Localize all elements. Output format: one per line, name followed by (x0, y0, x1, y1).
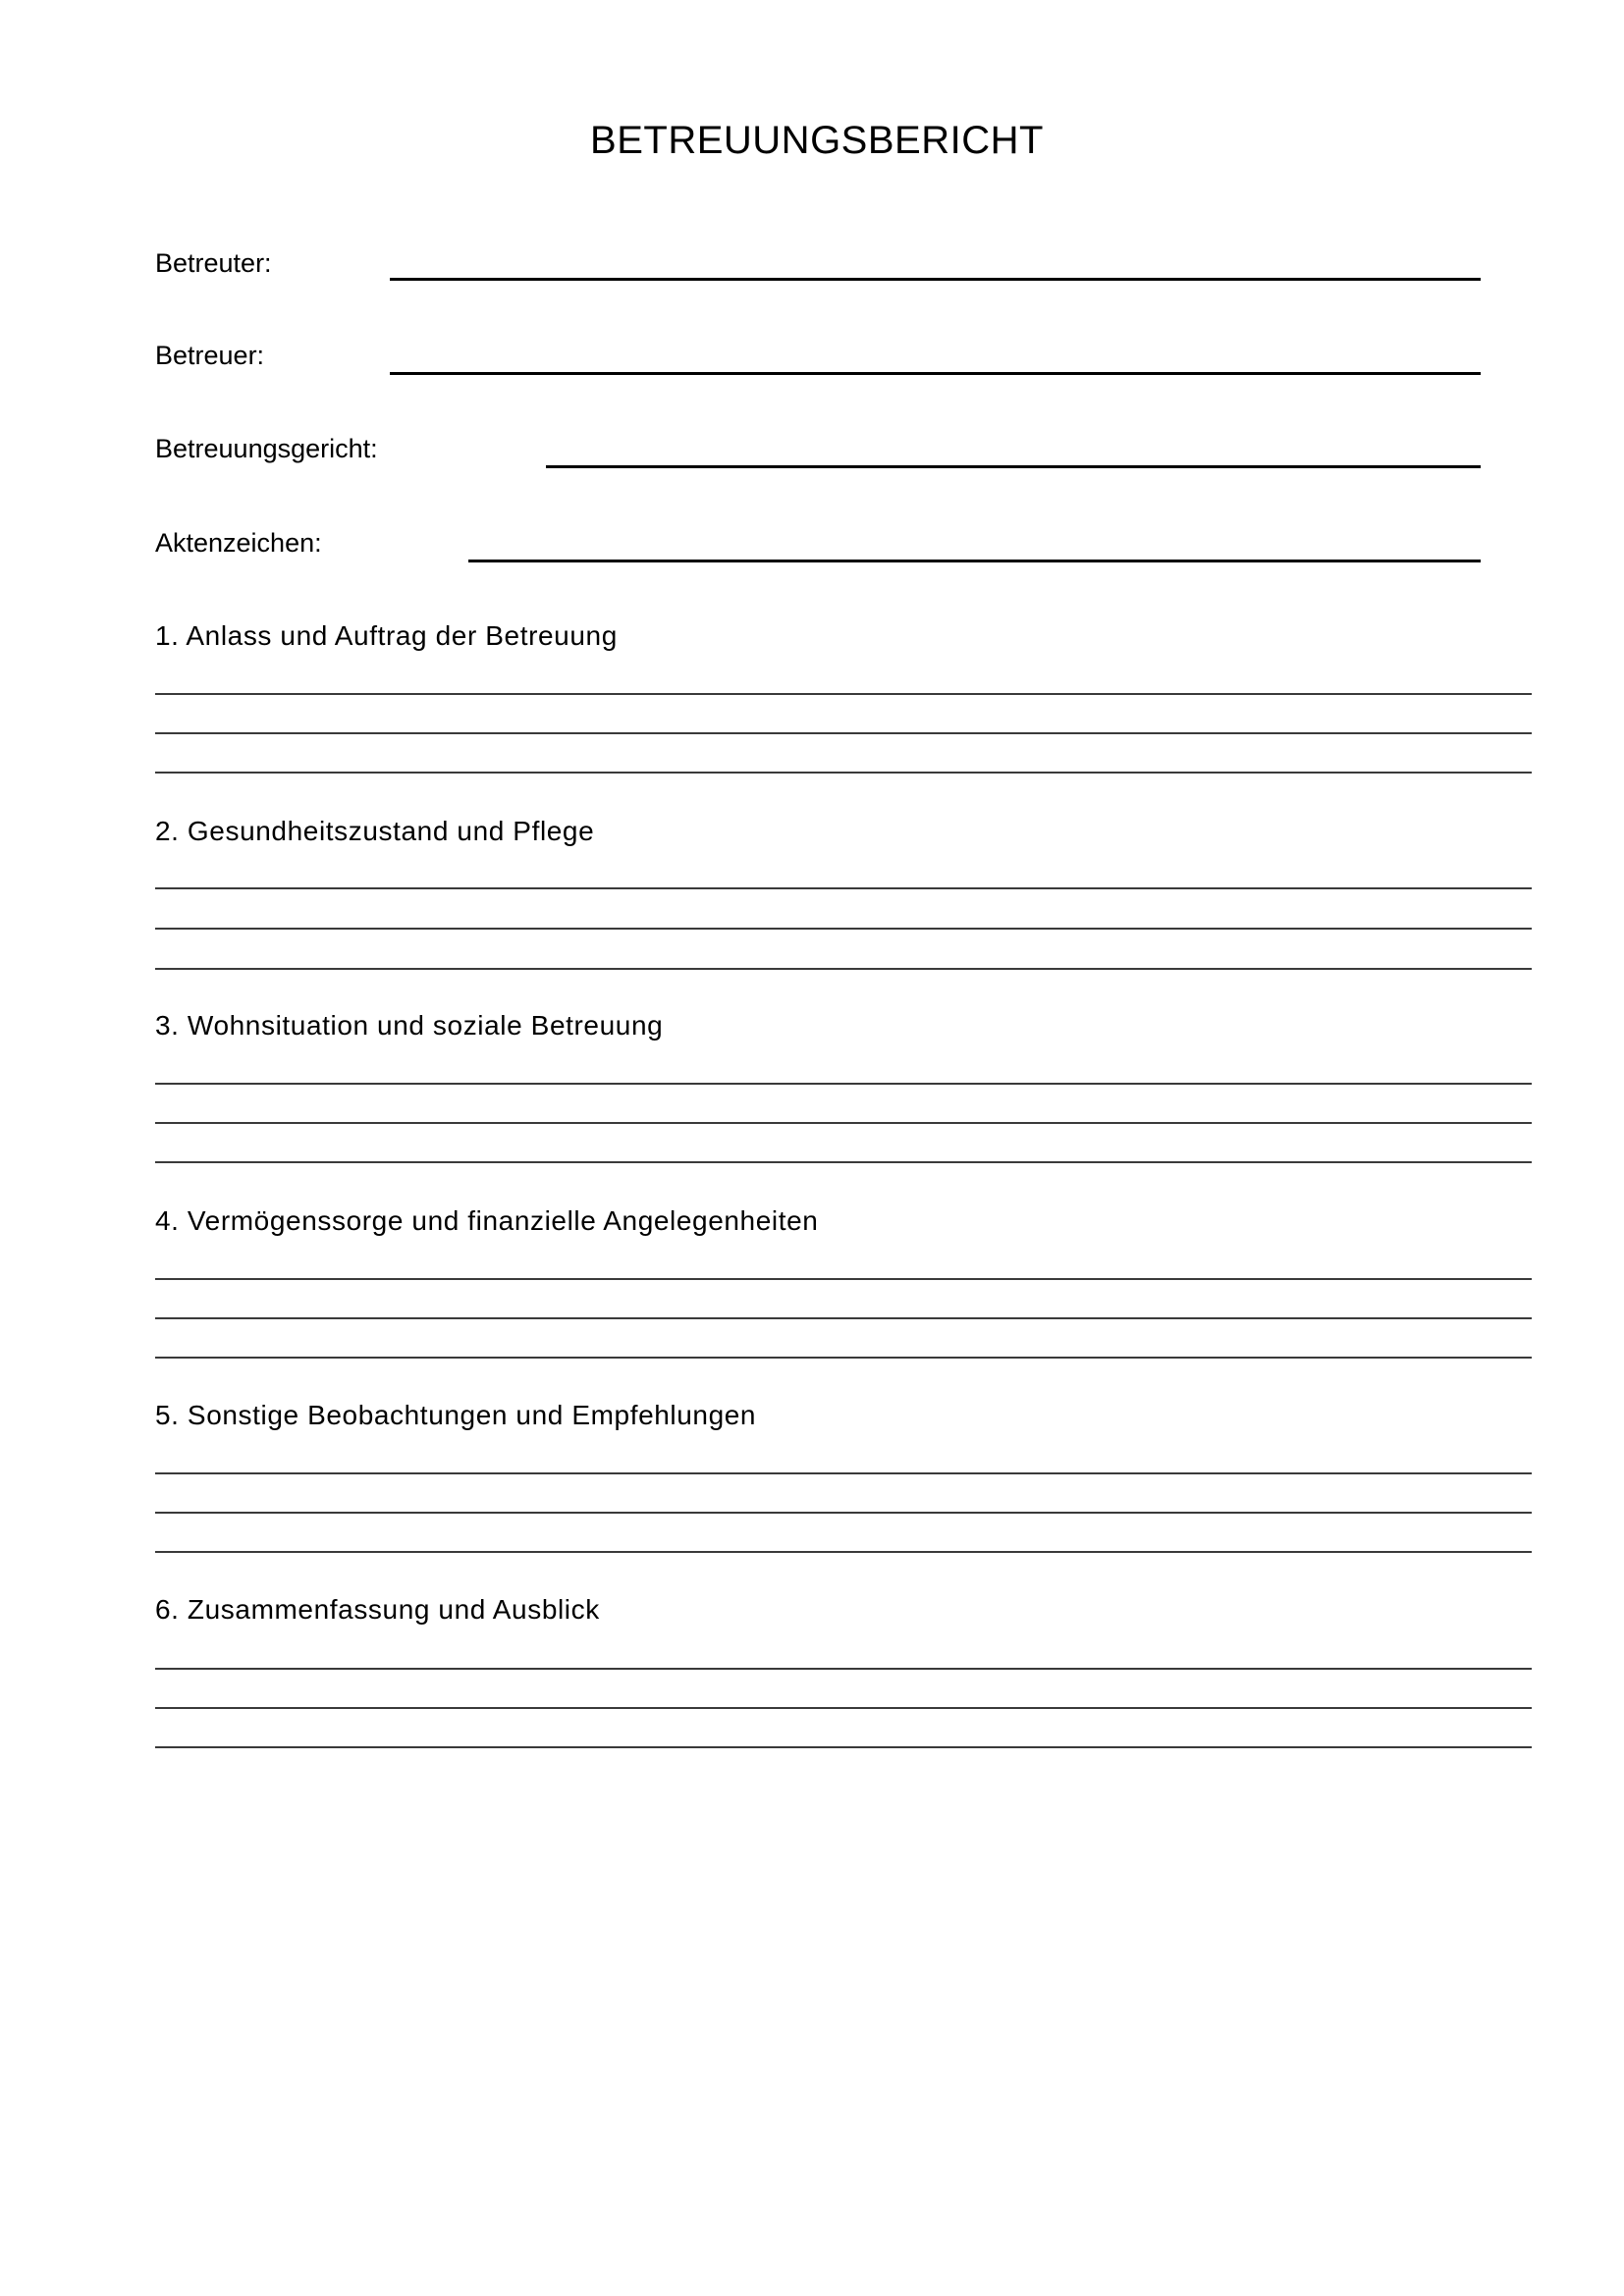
section-2-line-3[interactable] (155, 968, 1532, 970)
field-label-aktenzeichen: Aktenzeichen: (155, 528, 322, 558)
section-3-line-2[interactable] (155, 1122, 1532, 1124)
field-label-betreuungsgericht: Betreuungsgericht: (155, 434, 378, 463)
section-5-line-2[interactable] (155, 1512, 1532, 1514)
section-heading-5: 5. Sonstige Beobachtungen und Empfehlungen (155, 1400, 757, 1430)
section-1-line-2[interactable] (155, 732, 1532, 734)
document-title: BETREUUNGSBERICHT (590, 119, 1044, 162)
section-heading-2: 2. Gesundheitszustand und Pflege (155, 816, 595, 846)
section-4-line-3[interactable] (155, 1357, 1532, 1359)
field-label-betreuer: Betreuer: (155, 341, 265, 370)
section-6-line-3[interactable] (155, 1746, 1532, 1748)
section-2-line-2[interactable] (155, 928, 1532, 930)
section-5-line-1[interactable] (155, 1472, 1532, 1474)
section-3-line-3[interactable] (155, 1161, 1532, 1163)
section-heading-3: 3. Wohnsituation und soziale Betreuung (155, 1010, 664, 1041)
section-3-line-1[interactable] (155, 1083, 1532, 1085)
section-2-line-1[interactable] (155, 887, 1532, 889)
section-5-line-3[interactable] (155, 1551, 1532, 1553)
betreuungsgericht-field-line[interactable] (546, 465, 1481, 468)
betreuter-field-line[interactable] (390, 278, 1481, 281)
field-label-betreuter: Betreuter: (155, 248, 272, 278)
section-1-line-3[interactable] (155, 772, 1532, 774)
betreuer-field-line[interactable] (390, 372, 1481, 375)
section-4-line-2[interactable] (155, 1317, 1532, 1319)
section-heading-1: 1. Anlass und Auftrag der Betreuung (155, 620, 618, 651)
section-heading-4: 4. Vermögenssorge und finanzielle Angelegenheiten (155, 1205, 819, 1236)
section-4-line-1[interactable] (155, 1278, 1532, 1280)
aktenzeichen-field-line[interactable] (468, 560, 1481, 562)
section-1-line-1[interactable] (155, 693, 1532, 695)
section-6-line-1[interactable] (155, 1668, 1532, 1670)
section-heading-6: 6. Zusammenfassung und Ausblick (155, 1594, 600, 1625)
section-6-line-2[interactable] (155, 1707, 1532, 1709)
